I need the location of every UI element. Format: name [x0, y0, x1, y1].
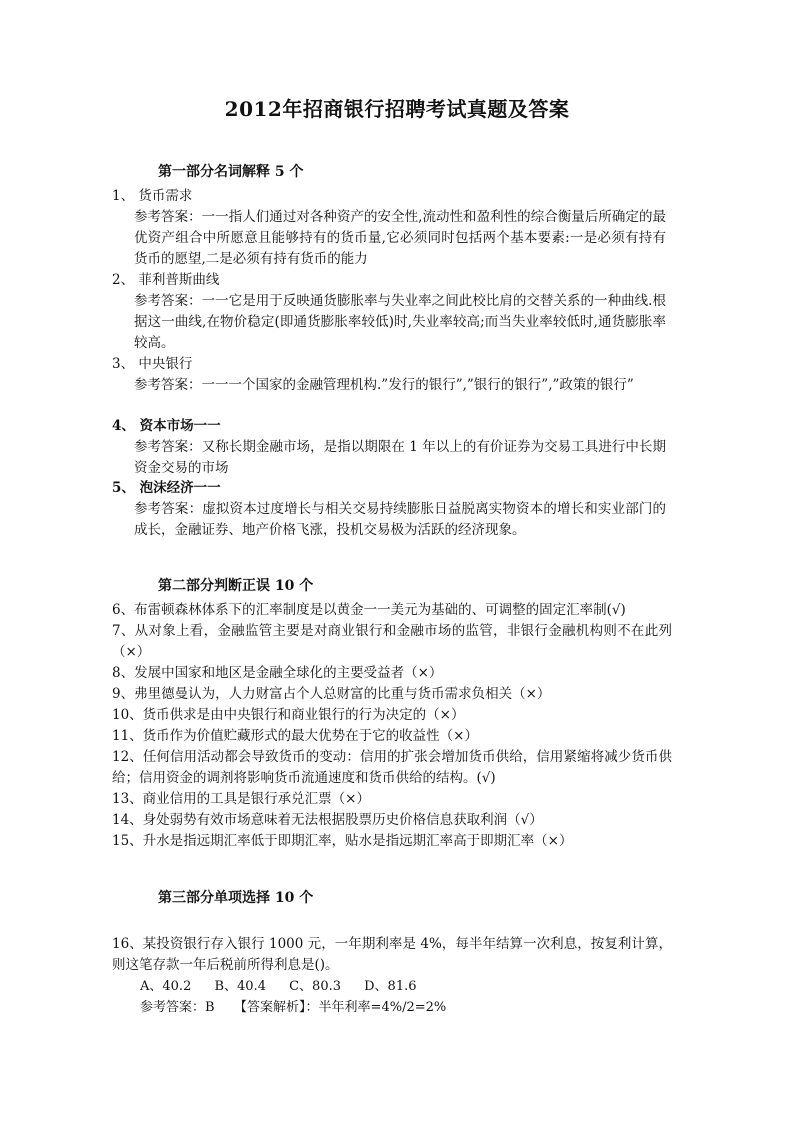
- judge-item: 12、任何信用活动都会导致货币的变动：信用的扩张会增加货币供给，信用紧缩将减少货币供给；信用资金的调剂将影响货币流通速度和货币供给的结构。(√): [112, 749, 672, 786]
- choice-options: A、40.2 B、40.4 C、80.3 D、81.6: [140, 979, 417, 994]
- judge-item: 8、发展中国家和地区是金融全球化的主要受益者（×）: [112, 665, 443, 681]
- answer-3: 参考答案：一一一个国家的金融管理机构.”发行的银行”,”银行的银行”,”政策的银行”: [134, 377, 634, 393]
- answer-1: 参考答案：一一指人们通过对各种资产的安全性,流动性和盈利性的综合衡量后所确定的最优资产组合中所愿意且能够持有的货币量,它必须同时包括两个基本要素:一是必须有持有货币的愿望,二是必须有持有货币的能力: [134, 209, 666, 267]
- judge-item: 11、货币作为价值贮藏形式的最大优势在于它的收益性（×）: [112, 728, 478, 744]
- judge-item: 10、货币供求是由中央银行和商业银行的行为决定的（×）: [112, 707, 465, 723]
- judge-item: 13、商业信用的工具是银行承兑汇票（×）: [112, 791, 370, 807]
- judge-item: 7、从对象上看，金融监管主要是对商业银行和金融市场的监管，非银行金融机构则不在此列（×）: [112, 623, 672, 660]
- term-5: 5、 泡沫经济一一: [112, 480, 221, 496]
- answer-2: 参考答案：一一它是用于反映通货膨胀率与失业率之间此校比肩的交替关系的一种曲线.根据这一曲线,在物价稳定(即通货膨胀率较低)时,失业率较高;而当失业率较低时,通货膨胀率较高。: [134, 293, 666, 351]
- judge-item: 6、布雷顿森林体系下的汇率制度是以黄金一一美元为基础的、可调整的固定汇率制(√): [112, 602, 626, 618]
- judge-item: 15、升水是指远期汇率低于即期汇率，贴水是指远期汇率高于即期汇率（×）: [112, 833, 573, 849]
- part1-heading: 第一部分名词解释 5 个: [158, 164, 304, 180]
- judge-item: 9、弗里德曼认为，人力财富占个人总财富的比重与货币需求负相关（×）: [112, 686, 551, 702]
- term-4: 4、 资本市场一一: [112, 418, 221, 434]
- judge-item: 14、身处弱势有效市场意味着无法根据股票历史价格信息获取利润（√）: [112, 812, 543, 828]
- part2-heading: 第二部分判断正误 10 个: [158, 578, 314, 594]
- document-title: 2012年招商银行招聘考试真题及答案: [224, 97, 570, 121]
- part3-heading: 第三部分单项选择 10 个: [158, 890, 314, 906]
- choice-question: 16、某投资银行存入银行 1000 元，一年期利率是 4%，每半年结算一次利息，按复利计算，则这笔存款一年后税前所得利息是()。: [112, 936, 672, 973]
- term-3: 3、 中央银行: [112, 356, 193, 372]
- term-1: 1、 货币需求: [112, 188, 193, 204]
- term-2: 2、 菲利普斯曲线: [112, 272, 220, 288]
- answer-5: 参考答案：虚拟资本过度增长与相关交易持续膨胀日益脱离实物资本的增长和实业部门的成长，金融证券、地产价格飞涨，投机交易极为活跃的经济现象。: [134, 501, 666, 538]
- answer-4: 参考答案：又称长期金融市场，是指以期限在 1 年以上的有价证券为交易工具进行中长期资金交易的市场: [134, 439, 666, 476]
- choice-answer: 参考答案：B 【答案解析】：半年利率=4%/2=2%: [140, 1000, 447, 1015]
